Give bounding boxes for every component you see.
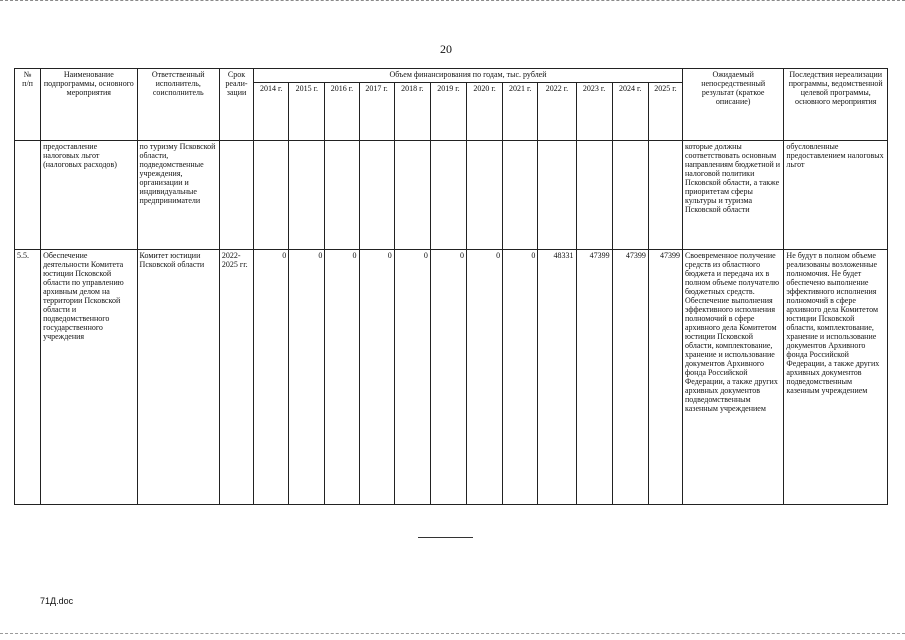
header-year: 2022 г. (538, 83, 576, 141)
header-financing: Объем финансирования по годам, тыс. рублей (254, 69, 683, 83)
row-year-value (289, 141, 325, 250)
row-year-value: 0 (503, 250, 538, 505)
header-year: 2015 г. (289, 83, 325, 141)
row-name: предоставление налоговых льгот (налоговых расходов) (41, 141, 137, 250)
header-term: Срок реали-зации (219, 69, 253, 141)
row-result: которые должны соответствовать основным направлениям бюджетной и налоговой политики Псковской области, а также приоритетам сферы культуры и туризма Псковской области (682, 141, 783, 250)
row-year-value (503, 141, 538, 250)
row-year-value: 47399 (576, 250, 612, 505)
row-year-value: 47399 (612, 250, 648, 505)
program-table (14, 68, 888, 505)
row-year-value (254, 141, 289, 250)
row-year-value (394, 141, 430, 250)
row-num (15, 141, 41, 250)
row-year-value (538, 141, 576, 250)
table-row (15, 250, 888, 505)
header-year: 2019 г. (430, 83, 466, 141)
header-result: Ожидаемый непосредственный результат (краткое описание) (682, 69, 783, 141)
row-year-value (359, 141, 394, 250)
header-year: 2025 г. (648, 83, 682, 141)
row-term (219, 141, 253, 250)
header-year: 2020 г. (467, 83, 503, 141)
row-year-value (467, 141, 503, 250)
scan-top-edge (0, 0, 905, 5)
scan-bottom-edge (0, 633, 905, 635)
row-year-value (612, 141, 648, 250)
row-responsible: Комитет юстиции Псковской области (137, 250, 219, 505)
header-responsible: Ответственный исполнитель, соисполнитель (137, 69, 219, 141)
row-num: 5.5. (15, 250, 41, 505)
row-consequences: Не будут в полном объеме реализованы возложенные полномочия. Не будет обеспечено выполнение эффективного исполнения полномочий в сфере архивного дела Комитетом юстиции Псковской области, комплектование, хранение и использование документов Архивного фонда Российской Федерации, а также других архивных документов подведомственным казенным учреждением (784, 250, 888, 505)
header-year: 2018 г. (394, 83, 430, 141)
header-year: 2023 г. (576, 83, 612, 141)
header-name: Наименование подпрограммы, основного мероприятия (41, 69, 137, 141)
header-num: № п/п (15, 69, 41, 141)
row-year-value (430, 141, 466, 250)
header-year: 2014 г. (254, 83, 289, 141)
table-row (15, 141, 888, 250)
header-year: 2017 г. (359, 83, 394, 141)
row-year-value: 0 (325, 250, 359, 505)
row-year-value: 0 (467, 250, 503, 505)
row-term: 2022-2025 гг. (219, 250, 253, 505)
row-year-value: 0 (394, 250, 430, 505)
header-year: 2021 г. (503, 83, 538, 141)
row-responsible: по туризму Псковской области, подведомственные учреждения, организации и индивидуальные предприниматели (137, 141, 219, 250)
row-year-value: 0 (359, 250, 394, 505)
footer-filename: 71Д.doc (40, 596, 74, 606)
row-result: Своевременное получение средств из областного бюджета и передача их в полном объеме получателю бюджетных средств. Обеспечение выполнения эффективного исполнения полномочий в сфере архивного дела Комитетом юстиции Псковской области, комплектование, хранение и использование документов Архивного фонда Российской Федерации, а также других архивных документов подведомственным казенным учреждением (682, 250, 783, 505)
separator-line (418, 537, 473, 538)
row-year-value: 0 (254, 250, 289, 505)
row-year-value: 0 (289, 250, 325, 505)
page-number: 20 (440, 42, 452, 56)
row-year-value (648, 141, 682, 250)
header-year: 2024 г. (612, 83, 648, 141)
row-name: Обеспечение деятельности Комитета юстиции Псковской области по управлению архивным делом на территории Псковской области и подведомственного государственного учреждения (41, 250, 137, 505)
row-year-value: 48331 (538, 250, 576, 505)
row-year-value (576, 141, 612, 250)
header-row (15, 69, 888, 83)
row-year-value (325, 141, 359, 250)
row-year-value: 0 (430, 250, 466, 505)
header-year: 2016 г. (325, 83, 359, 141)
row-consequences: обусловленные предоставлением налоговых льгот (784, 141, 888, 250)
row-year-value: 47399 (648, 250, 682, 505)
header-consequences: Последствия нереализации программы, ведомственной целевой программы, основного мероприятия (784, 69, 888, 141)
